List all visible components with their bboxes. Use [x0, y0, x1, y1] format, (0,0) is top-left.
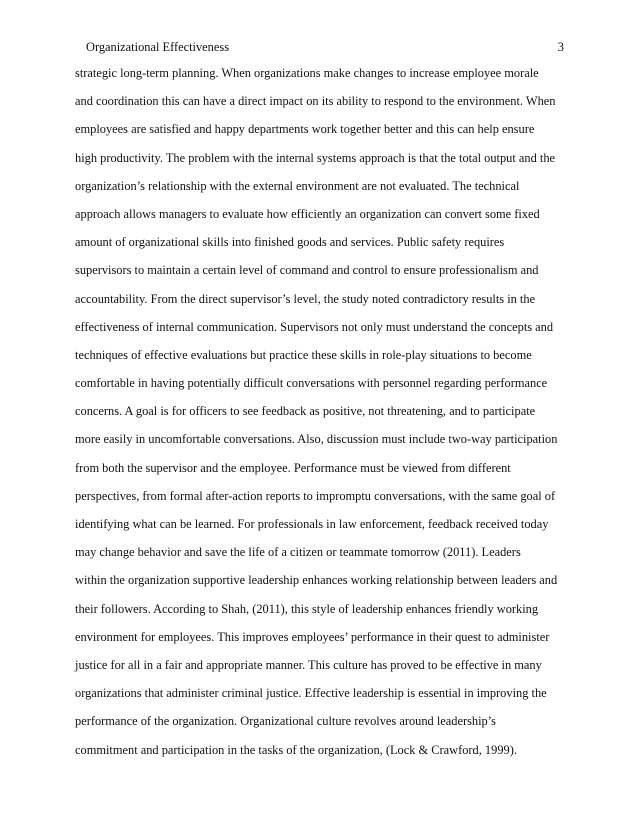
- text-line: effectiveness of internal communication. Supervisors not only must understand the concepts and: [75, 319, 554, 334]
- text-line: commitment and participation in the tasks of the organization, (Lock & Crawford, 1999).: [75, 742, 517, 757]
- text-line: within the organization supportive leadership enhances working relationship between leaders and: [75, 573, 558, 588]
- text-line: supervisors to maintain a certain level of command and control to ensure professionalism and: [75, 263, 539, 278]
- text-line: techniques of effective evaluations but practice these skills in role-play situations to become: [75, 347, 532, 362]
- text-line: comfortable in having potentially difficult conversations with personnel regarding performance: [75, 376, 548, 391]
- text-line: identifying what can be learned. For professionals in law enforcement, feedback received today: [75, 517, 549, 531]
- text-line: from both the supervisor and the employee. Performance must be viewed from different: [75, 460, 511, 475]
- text-line: organizations that administer criminal justice. Effective leadership is essential in improving the: [75, 686, 547, 701]
- text-line: organization’s relationship with the external environment are not evaluated. The technical: [75, 178, 520, 193]
- page-number: 3: [557, 40, 564, 54]
- text-line: their followers. According to Shah, (2011), this style of leadership enhances friendly working: [75, 601, 539, 616]
- text-line: perspectives, from formal after-action reports to impromptu conversations, with the same goal of: [75, 488, 556, 503]
- running-head: Organizational Effectiveness: [86, 40, 230, 54]
- page-header: [86, 38, 564, 56]
- text-line: amount of organizational skills into finished goods and services. Public safety requires: [75, 235, 505, 250]
- text-line: and coordination this can have a direct impact on its ability to respond to the environment. When: [75, 94, 556, 109]
- body-paragraph: [75, 64, 575, 769]
- text-line: may change behavior and save the life of a citizen or teammate tomorrow (2011). Leaders: [75, 545, 521, 560]
- text-line: approach allows managers to evaluate how efficiently an organization can convert some fixed: [75, 206, 540, 221]
- text-line: employees are satisfied and happy departments work together better and this can help ensure: [75, 122, 535, 137]
- text-line: high productivity. The problem with the internal systems approach is that the total output and the: [75, 150, 556, 165]
- text-line: performance of the organization. Organizational culture revolves around leadership’s: [75, 714, 497, 729]
- text-line: justice for all in a fair and appropriate manner. This culture has proved to be effective in many: [75, 657, 542, 672]
- text-line: strategic long-term planning. When organizations make changes to increase employee morale: [75, 66, 539, 80]
- text-line: environment for employees. This improves employees’ performance in their quest to administer: [75, 629, 550, 644]
- text-line: more easily in uncomfortable conversations. Also, discussion must include two-way participation: [75, 432, 558, 447]
- text-line: concerns. A goal is for officers to see feedback as positive, not threatening, and to participate: [75, 404, 536, 419]
- text-line: accountability. From the direct supervisor’s level, the study noted contradictory results in the: [75, 291, 536, 306]
